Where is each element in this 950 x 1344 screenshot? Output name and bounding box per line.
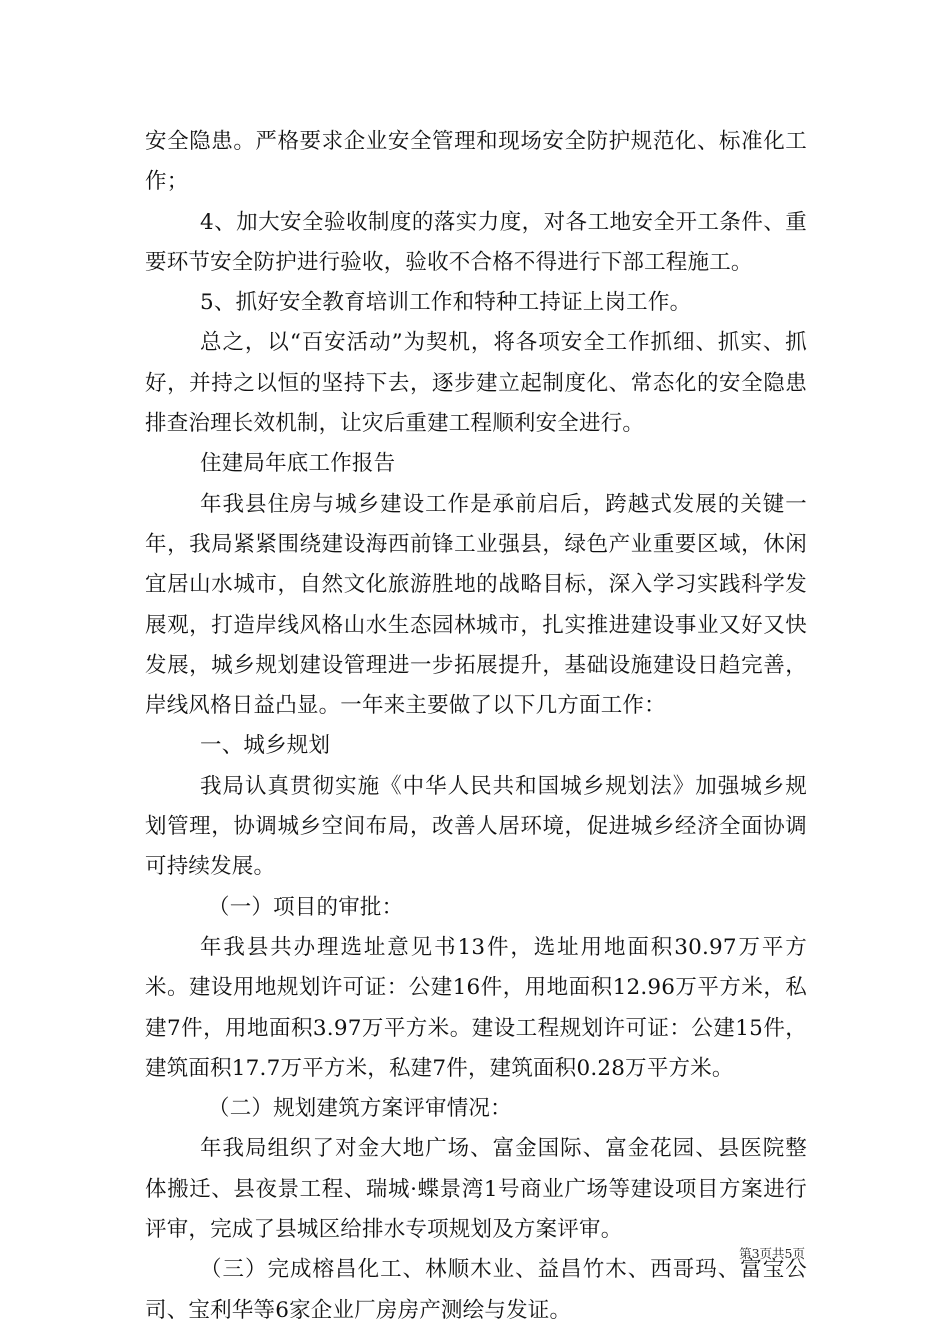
subheading-project-approval: （一）项目的审批： bbox=[208, 894, 404, 920]
page-number: 第3页共5页 bbox=[739, 1246, 805, 1261]
paragraph-item-4: 4、加大安全验收制度的落实力度，对各工地安全开工条件、重要环节安全防护进行验收，验收不合格不得进行下部工程施工。 bbox=[145, 209, 807, 275]
subheading-design-review: （二）规划建筑方案评审情况： bbox=[208, 1096, 512, 1122]
paragraph-continuation: 安全隐患。严格要求企业安全管理和现场安全防护规范化、标准化工作； bbox=[145, 129, 807, 195]
paragraph-approval-stats: 年我县共办理选址意见书13件，选址用地面积30.97万平方米。建设用地规划许可证：公建16件，用地面积12.96万平方米，私建7件，用地面积3.97万平方米。建设工程规划许可证：公建15件，建筑面积17.7万平方米，私建7件，建筑面积0.28万平方米。 bbox=[145, 934, 807, 1081]
paragraph-surveying: （三）完成榕昌化工、林顺木业、益昌竹木、西哥玛、富宝公司、宝利华等6家企业厂房房产测绘与发证。 bbox=[145, 1257, 807, 1323]
paragraph-planning-law: 我局认真贯彻实施《中华人民共和国城乡规划法》加强城乡规划管理，协调城乡空间布局，改善人居环境，促进城乡经济全面协调可持续发展。 bbox=[145, 773, 807, 880]
paragraph-item-5: 5、抓好安全教育培训工作和特种工持证上岗工作。 bbox=[200, 290, 692, 316]
paragraph-summary: 总之，以“百安活动”为契机，将各项安全工作抓细、抓实、抓好，并持之以恒的坚持下去，逐步建立起制度化、常态化的安全隐患排查治理长效机制，让灾后重建工程顺利安全进行。 bbox=[145, 330, 807, 437]
paragraph-intro: 年我县住房与城乡建设工作是承前启后，跨越式发展的关键一年，我局紧紧围绕建设海西前锋工业强县，绿色产业重要区域，休闲宜居山水城市，自然文化旅游胜地的战略目标，深入学习实践科学发展观，打造岸线风格山水生态园林城市，扎实推进建设事业又好又快发展，城乡规划建设管理进一步拓展提升，基础设施建设日趋完善，岸线风格日益凸显。一年来主要做了以下几方面工作： bbox=[145, 491, 807, 719]
document-body bbox=[145, 122, 807, 1331]
paragraph-design-review: 年我局组织了对金大地广场、富金国际、富金花园、县医院整体搬迁、县夜景工程、瑞城·蝶景湾1号商业广场等建设项目方案进行评审，完成了县城区给排水专项规划及方案评审。 bbox=[145, 1136, 807, 1243]
report-title: 住建局年底工作报告 bbox=[200, 451, 396, 477]
section-heading-urban-planning: 一、城乡规划 bbox=[200, 733, 331, 759]
